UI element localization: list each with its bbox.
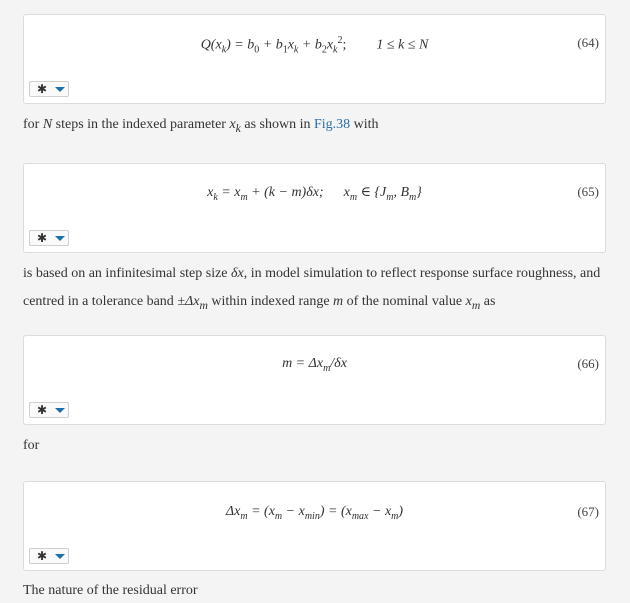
eq64-sub: k xyxy=(293,44,299,56)
eq65-part: } xyxy=(416,185,422,200)
eq66-part: m = Δx xyxy=(282,356,324,371)
caret-down-icon xyxy=(55,554,65,559)
text: as shown in xyxy=(240,117,314,132)
eq67-sub: m xyxy=(274,510,283,522)
math-var: x xyxy=(465,294,472,309)
math-var: x xyxy=(229,117,236,132)
eq65-sub: k xyxy=(213,191,218,203)
text: The nature of the residual error xyxy=(23,583,198,598)
eq64-sub: 0 xyxy=(254,44,260,56)
eq65-part: , B xyxy=(393,185,410,200)
text: with xyxy=(350,117,379,132)
math-var: δx xyxy=(231,266,244,281)
eq65-part: ∈ {J xyxy=(357,185,387,200)
eq65-part: x xyxy=(343,185,350,200)
equation-formula-66 xyxy=(24,356,605,374)
eq65-sub: m xyxy=(349,191,358,203)
eq67-sub: max xyxy=(351,510,369,522)
eq65-sub: m xyxy=(409,191,417,203)
eq67-part: − x xyxy=(368,504,392,519)
eq67-sub: m xyxy=(391,510,399,522)
eq67-part: ) = (x xyxy=(319,504,352,519)
eq65-sub: m xyxy=(386,191,394,203)
equation-tools-button[interactable] xyxy=(29,230,69,246)
gear-icon: ✱ xyxy=(37,82,48,96)
equation-formula-65 xyxy=(24,184,605,203)
equation-block-65 xyxy=(23,163,606,253)
text: as xyxy=(480,294,496,309)
eq67-sub: min xyxy=(304,510,320,522)
text: within indexed range xyxy=(207,294,334,309)
eq64-sub: 2 xyxy=(321,44,327,56)
eq64-sub: 1 xyxy=(282,44,288,56)
gear-icon: ✱ xyxy=(37,403,48,417)
equation-tools-button[interactable] xyxy=(29,81,69,97)
paragraph xyxy=(23,438,39,454)
eq66-part: /δx xyxy=(330,356,347,371)
eq64-range: 1 ≤ k ≤ N xyxy=(376,37,429,53)
math-var: ±Δx xyxy=(177,294,200,309)
eq67-part: = (x xyxy=(247,504,275,519)
paragraph xyxy=(23,266,600,282)
eq65-part: + (k − m)δx; xyxy=(247,185,324,200)
equation-number: (65) xyxy=(577,184,599,199)
eq67-part: − x xyxy=(282,504,305,519)
eq64-sub: k xyxy=(221,44,227,56)
caret-down-icon xyxy=(55,408,65,413)
gear-icon: ✱ xyxy=(37,549,48,563)
math-var: m xyxy=(333,294,344,309)
equation-number: (67) xyxy=(577,504,599,519)
text: centred in a tolerance band xyxy=(23,294,178,309)
eq65-part: x xyxy=(207,185,214,200)
eq64-part: x xyxy=(326,37,334,53)
equation-number: (64) xyxy=(577,35,599,50)
eq64-part: ; xyxy=(342,37,347,53)
caret-down-icon xyxy=(55,236,65,241)
eq64-part: + b xyxy=(259,37,283,53)
paragraph xyxy=(23,294,495,312)
paragraph xyxy=(23,117,379,135)
text: for xyxy=(23,117,43,132)
figure-link[interactable]: Fig.38 xyxy=(313,117,351,132)
equation-formula-64 xyxy=(24,35,605,55)
eq64-part: + b xyxy=(298,37,322,53)
eq65-sub: m xyxy=(240,191,248,203)
caret-down-icon xyxy=(55,87,65,92)
equation-block-64 xyxy=(23,14,606,104)
eq64-part: x xyxy=(287,37,294,53)
eq64-sub: k xyxy=(333,44,338,56)
equation-tools-button[interactable] xyxy=(29,402,69,418)
math-sub: k xyxy=(235,121,241,135)
equation-number: (66) xyxy=(577,356,599,371)
text: of the nominal value xyxy=(343,294,466,309)
eq67-part: Δx xyxy=(225,504,241,519)
math-var: N xyxy=(42,117,53,132)
eq65-part: = x xyxy=(217,185,241,200)
eq67-part: ) xyxy=(398,504,404,519)
text: for xyxy=(23,438,40,453)
gear-icon: ✱ xyxy=(37,231,48,245)
text: , in model simulation to reflect response surface roughness, and xyxy=(243,266,601,281)
paragraph xyxy=(23,583,198,599)
equation-block-67 xyxy=(23,481,606,571)
eq66-sub: m xyxy=(323,362,331,374)
eq64-sup: 2 xyxy=(337,35,343,46)
equation-block-66 xyxy=(23,335,606,425)
eq64-part: Q(x xyxy=(200,37,222,53)
math-sub: m xyxy=(199,298,208,312)
eq64-part: ) = b xyxy=(226,37,255,53)
equation-tools-button[interactable] xyxy=(29,548,69,564)
eq67-sub: m xyxy=(240,510,248,522)
text: is based on an infinitesimal step size xyxy=(23,266,232,281)
text: steps in the indexed parameter xyxy=(52,117,230,132)
equation-formula-67 xyxy=(24,504,605,522)
math-sub: m xyxy=(471,298,481,312)
